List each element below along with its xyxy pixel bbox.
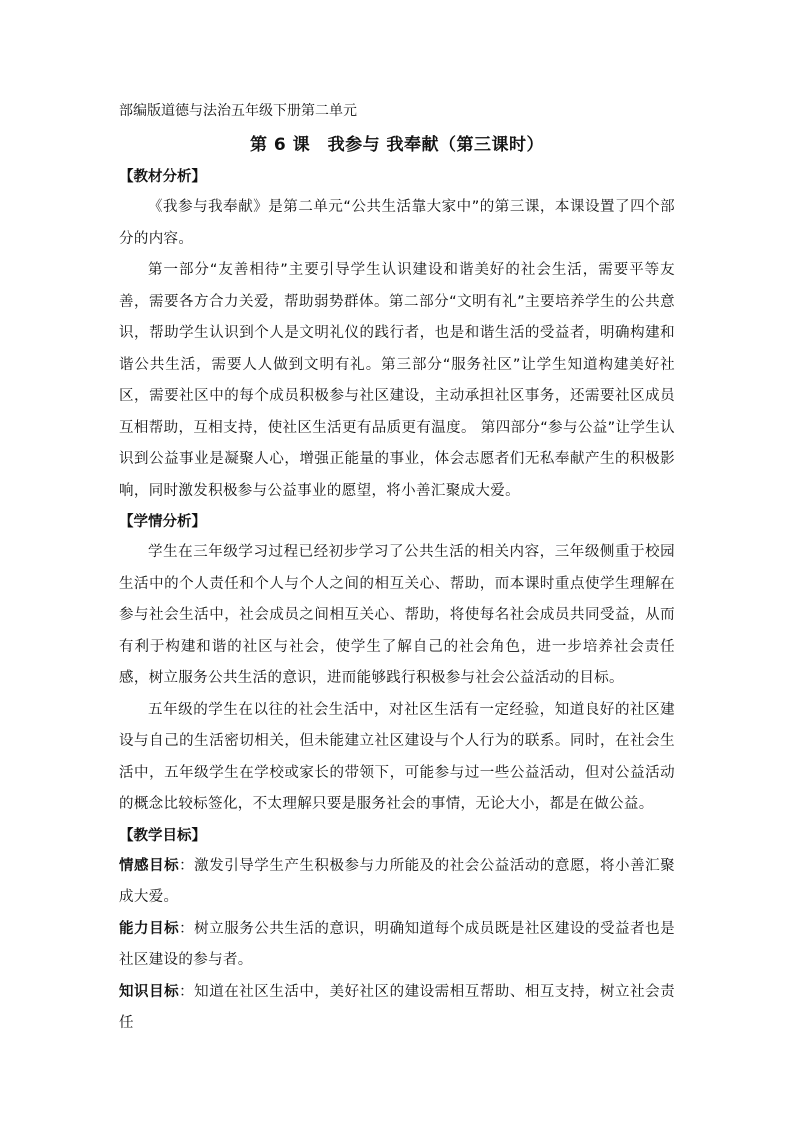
goal-label: 情感目标	[119, 857, 180, 874]
section-heading: 【教学目标】	[119, 827, 206, 844]
goal-text: ：知道在社区生活中，美好社区的建设需相互帮助、相互支持，树立社会责任	[119, 983, 676, 1031]
goal-label: 知识目标	[119, 983, 180, 1000]
paragraph: 学生在三年级学习过程已经初步学习了公共生活的相关内容，三年级侧重于校园生活中的个人责任和个人与个人之间的相互关心、帮助，而本课时重点使学生理解在参与社会生活中，社会成员之间相互关心、帮助，将使每名社会成员共同受益，从而有利于构建和谐的社区与社会，使学生了解自己的社会角色，进一步培养社会责任感，树立服务公共生活的意识，进而能够践行积极参与社会公益活动的目标。	[119, 544, 675, 686]
paragraph: 五年级的学生在以往的社会生活中，对社区生活有一定经验，知道良好的社区建设与自己的生活密切相关，但未能建立社区建设与个人行为的联系。同时，在社会生活中，五年级学生在学校或家长的带领下，可能参与过一些公益活动，但对公益活动的概念比较标签化，不太理解只要是服务社会的事情，无论大小，都是在做公益。	[119, 701, 675, 812]
goal-ability	[119, 914, 675, 977]
section-heading: 【教材分析】	[119, 169, 206, 185]
goal-label: 能力目标	[119, 920, 180, 937]
goal-text: ：激发引导学生产生积极参与力所能及的社会公益活动的意愿，将小善汇聚成大爱。	[119, 857, 676, 905]
paragraph: 《我参与我奉献》是第二单元“公共生活靠大家中”的第三课，本课设置了四个部分的内容。	[119, 199, 675, 247]
goal-text: ：树立服务公共生活的意识，明确知道每个成员既是社区建设的受益者也是社区建设的参与者。	[119, 920, 676, 968]
section-teaching-goals	[119, 821, 675, 1040]
section-student-analysis	[119, 507, 675, 821]
section-heading: 【学情分析】	[119, 514, 206, 530]
goal-emotion	[119, 851, 675, 914]
section-textbook-analysis	[119, 162, 675, 507]
document-title: 第 6 课 我参与 我奉献（第三课时）	[249, 135, 545, 155]
paragraph: 第一部分“友善相待”主要引导学生认识建设和谐美好的社会生活，需要平等友善，需要各方合力关爱，帮助弱势群体。第二部分“文明有礼”主要培养学生的公共意识，帮助学生认识到个人是文明礼仪的践行者，也是和谐生活的受益者，明确构建和谐公共生活，需要人人做到文明有礼。第三部分“服务社区”让学生知道构建美好社区，需要社区中的每个成员积极参与社区建设，主动承担社区事务，还需要社区成员互相帮助，互相支持，使社区生活更有品质更有温度。 第四部分“参与公益”让学生认识到公益事业是凝聚人心，增强正能量的事业，体会志愿者们无私奉献产生的积极影响，同时激发积极参与公益事业的愿望，将小善汇聚成大爱。	[119, 262, 675, 499]
goal-knowledge	[119, 977, 675, 1040]
document-page	[119, 100, 675, 1040]
document-subtitle: 部编版道德与法治五年级下册第二单元	[119, 103, 357, 119]
